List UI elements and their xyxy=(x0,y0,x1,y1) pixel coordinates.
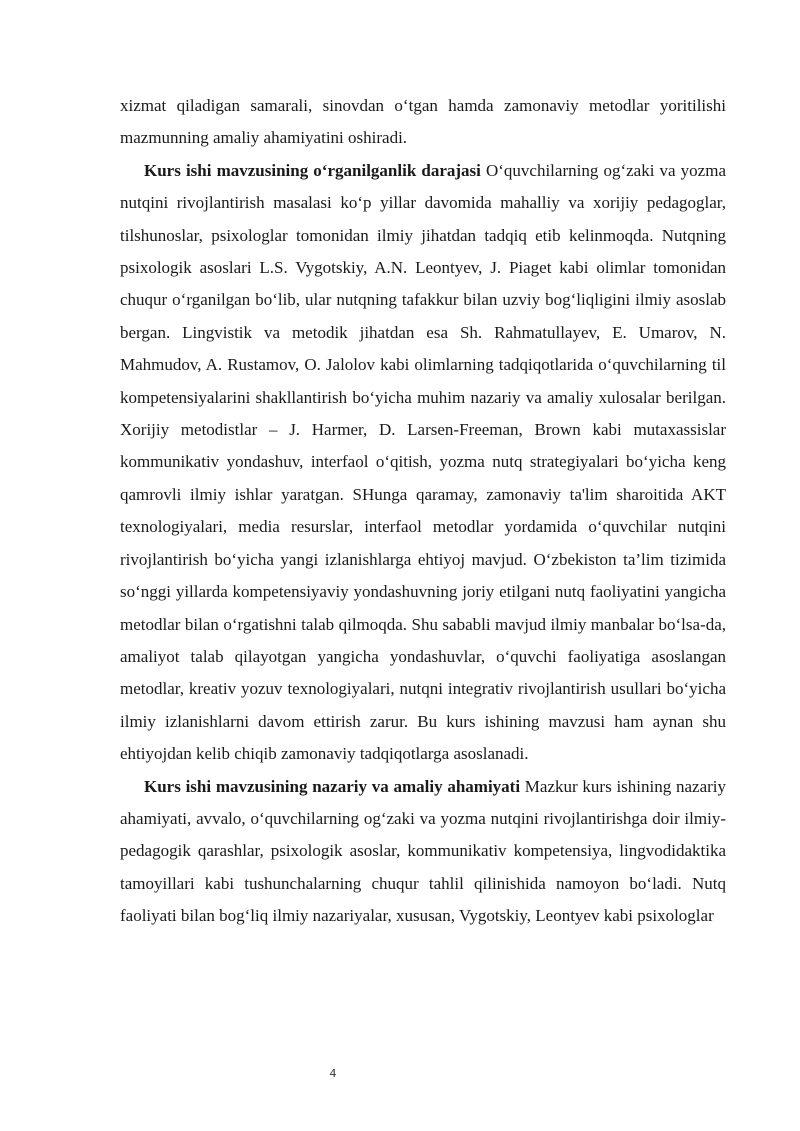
paragraph-significance xyxy=(120,771,726,933)
paragraph-continuation xyxy=(120,90,726,155)
page-number: 4 xyxy=(329,1067,337,1080)
paragraph-heading: Kurs ishi mavzusining o‘rganilganlik darajasi xyxy=(144,160,481,180)
document-body xyxy=(120,90,726,933)
paragraph-text: xizmat qiladigan samarali, sinovdan o‘tgan hamda zamonaviy metodlar yoritilishi mazmunning amaliy ahamiyatini oshiradi. xyxy=(120,96,726,148)
paragraph-text: O‘quvchilarning og‘zaki va yozma nutqini rivojlantirish masalasi ko‘p yillar davomida mahalliy va xorijiy pedagoglar, tilshunoslar, psixologlar tomonidan ilmiy jihatdan tadqiq etib kelinmoqda. Nutqning psixologik asoslari L.S. Vygotskiy, A.N. Leontyev, J. Piaget kabi olimlar tomonidan chuqur o‘rganilgan bo‘lib, ular nutqning tafakkur bilan uzviy bog‘liqligini ilmiy asoslab bergan. Lingvistik va metodik jihatdan esa Sh. Rahmatullayev, E. Umarov, N. Mahmudov, A. Rustamov, O. Jalolov kabi olimlarning tadqiqotlarida o‘quvchilarning til kompetensiyalarini shakllantirish bo‘yicha muhim nazariy va amaliy xulosalar berilgan. Xorijiy metodistlar – J. Harmer, D. Larsen-Freeman, Brown kabi mutaxassislar kommunikativ yondashuv, interfaol o‘qitish, yozma nutq strategiyalari bo‘yicha keng qamrovli ilmiy ishlar yaratgan. SHunga qaramay, zamonaviy ta'lim sharoitida AKT texnologiyalari, media resurslar, interfaol metodlar yordamida o‘quvchilar nutqini rivojlantirish bo‘yicha yangi izlanishlarga ehtiyoj mavjud. O‘zbekiston ta’lim tizimida so‘nggi yillarda kompetensiyaviy yondashuvning joriy etilgani nutq faoliyatini yangicha metodlar bilan o‘rgatishni talab qilmoqda. Shu sababli mavjud ilmiy manbalar bo‘lsa-da, amaliyot talab qilayotgan yangicha yondashuvlar, o‘quvchi faoliyatiga asoslangan metodlar, kreativ yozuv texnologiyalari, nutqni integrativ rivojlantirish usullari bo‘yicha ilmiy izlanishlarni davom ettirish zarur. Bu kurs ishining mavzusi ham aynan shu ehtiyojdan kelib chiqib zamonaviy tadqiqotlarga asoslanadi. xyxy=(120,160,726,764)
paragraph-research-level xyxy=(120,155,726,771)
paragraph-text: Mazkur kurs ishining nazariy ahamiyati, avvalo, o‘quvchilarning og‘zaki va yozma nutqini rivojlantirishga doir ilmiy-pedagogik qarashlar, psixologik asoslar, kommunikativ kompetensiya, lingvodidaktika tamoyillari kabi tushunchalarning chuqur tahlil qilinishida namoyon bo‘ladi. Nutq faoliyati bilan bog‘liq ilmiy nazariyalar, xususan, Vygotskiy, Leontyev kabi psixologlar xyxy=(120,776,726,926)
paragraph-heading: Kurs ishi mavzusining nazariy va amaliy ahamiyati xyxy=(144,776,521,796)
